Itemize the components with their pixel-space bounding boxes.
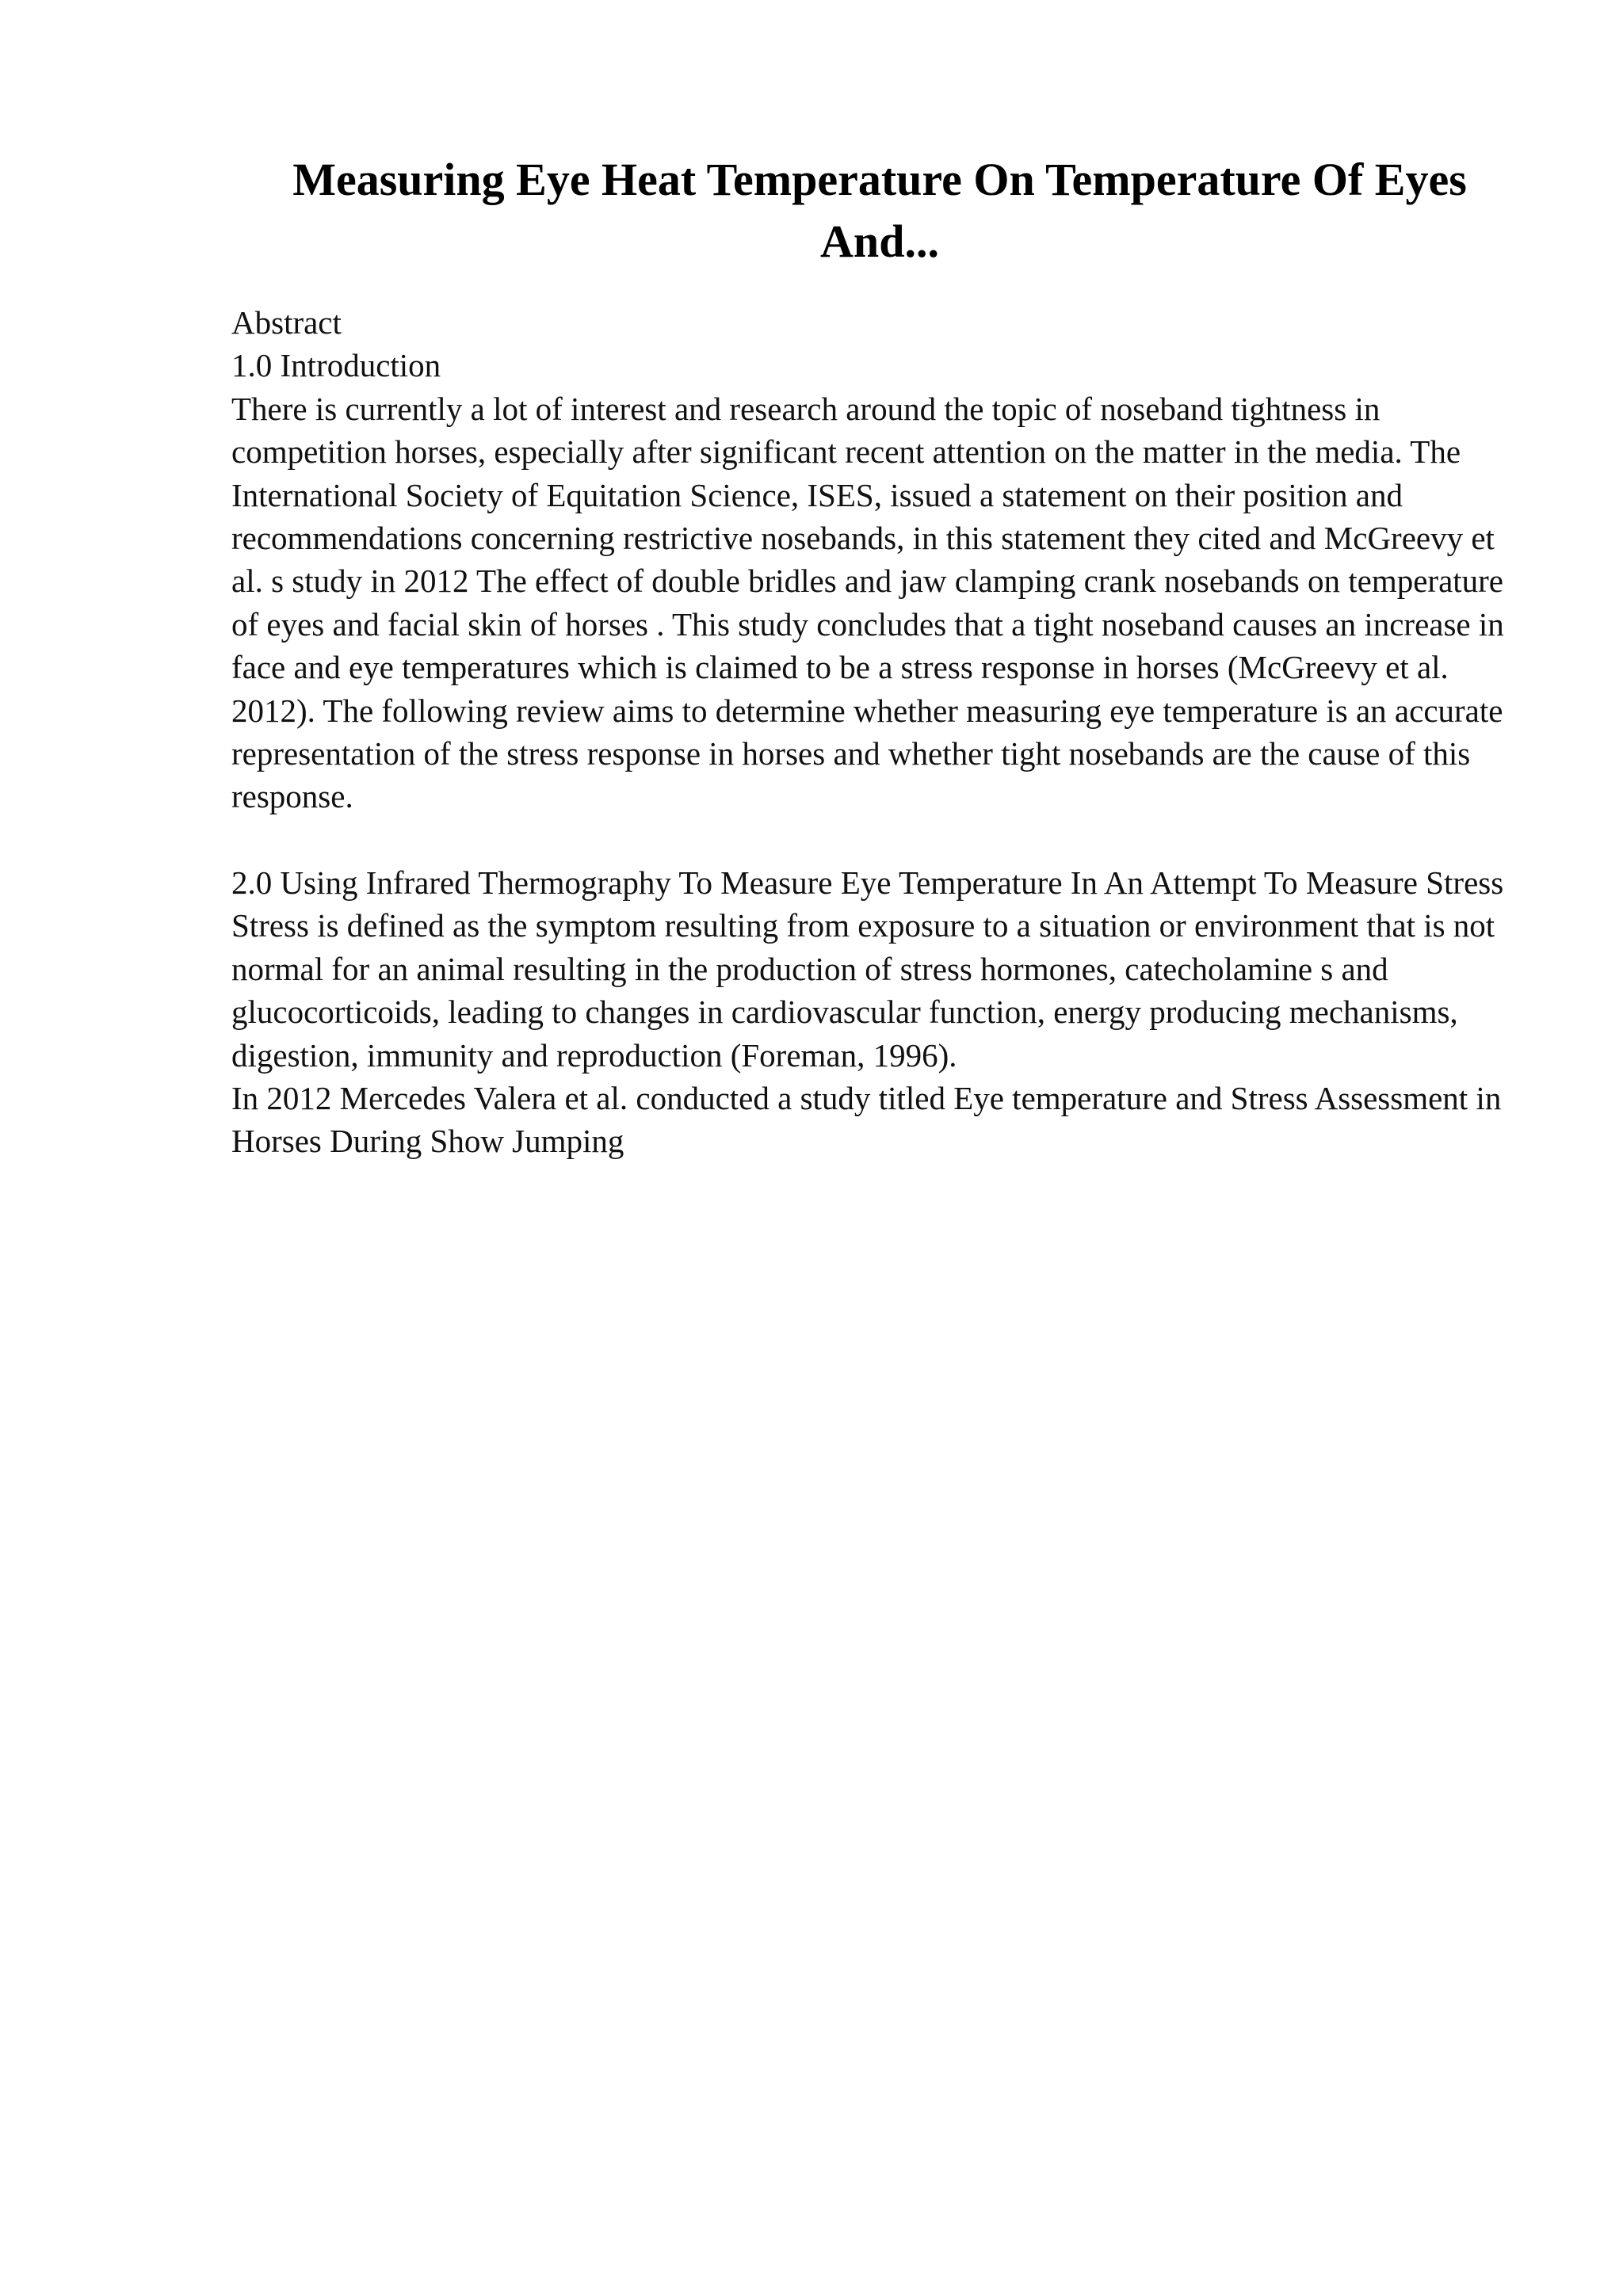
valera-study-paragraph: In 2012 Mercedes Valera et al. conducted a study titled Eye temperature and Stress Assessment in Horses During Show Jumping: [231, 1079, 1502, 1160]
document-body: [231, 301, 1531, 1163]
section-2-heading: 2.0 Using Infrared Thermography To Measure Eye Temperature In An Attempt To Measure Stress: [231, 864, 1504, 901]
stress-definition-paragraph: Stress is defined as the symptom resulting from exposure to a situation or environment that is not normal for an animal resulting in the production of stress hormones, catecholamine s and glucocorticoids, leading to changes in cardiovascular function, energy producing mechanisms, digestion, immunity and reproduction (Foreman, 1996).: [231, 907, 1495, 1074]
introduction-paragraph: There is currently a lot of interest and research around the topic of noseband tightness in competition horses, especially after significant recent attention on the matter in the media. The International Society of Equitation Science, ISES, issued a statement on their position and recommendations concerning restrictive nosebands, in this statement they cited and McGreevy et al. s study in 2012 The effect of double bridles and jaw clamping crank nosebands on temperature of eyes and facial skin of horses . This study concludes that a tight noseband causes an increase in face and eye temperatures which is claimed to be a stress response in horses (McGreevy et al. 2012). The following review aims to determine whether measuring eye temperature is an accurate representation of the stress response in horses and whether tight nosebands are the cause of this response.: [231, 390, 1504, 815]
abstract-heading: Abstract: [231, 304, 342, 341]
paragraph-spacer: [231, 818, 1531, 861]
introduction-heading: 1.0 Introduction: [231, 347, 441, 384]
page-title: Measuring Eye Heat Temperature On Temperature Of Eyes And...: [292, 154, 1467, 267]
